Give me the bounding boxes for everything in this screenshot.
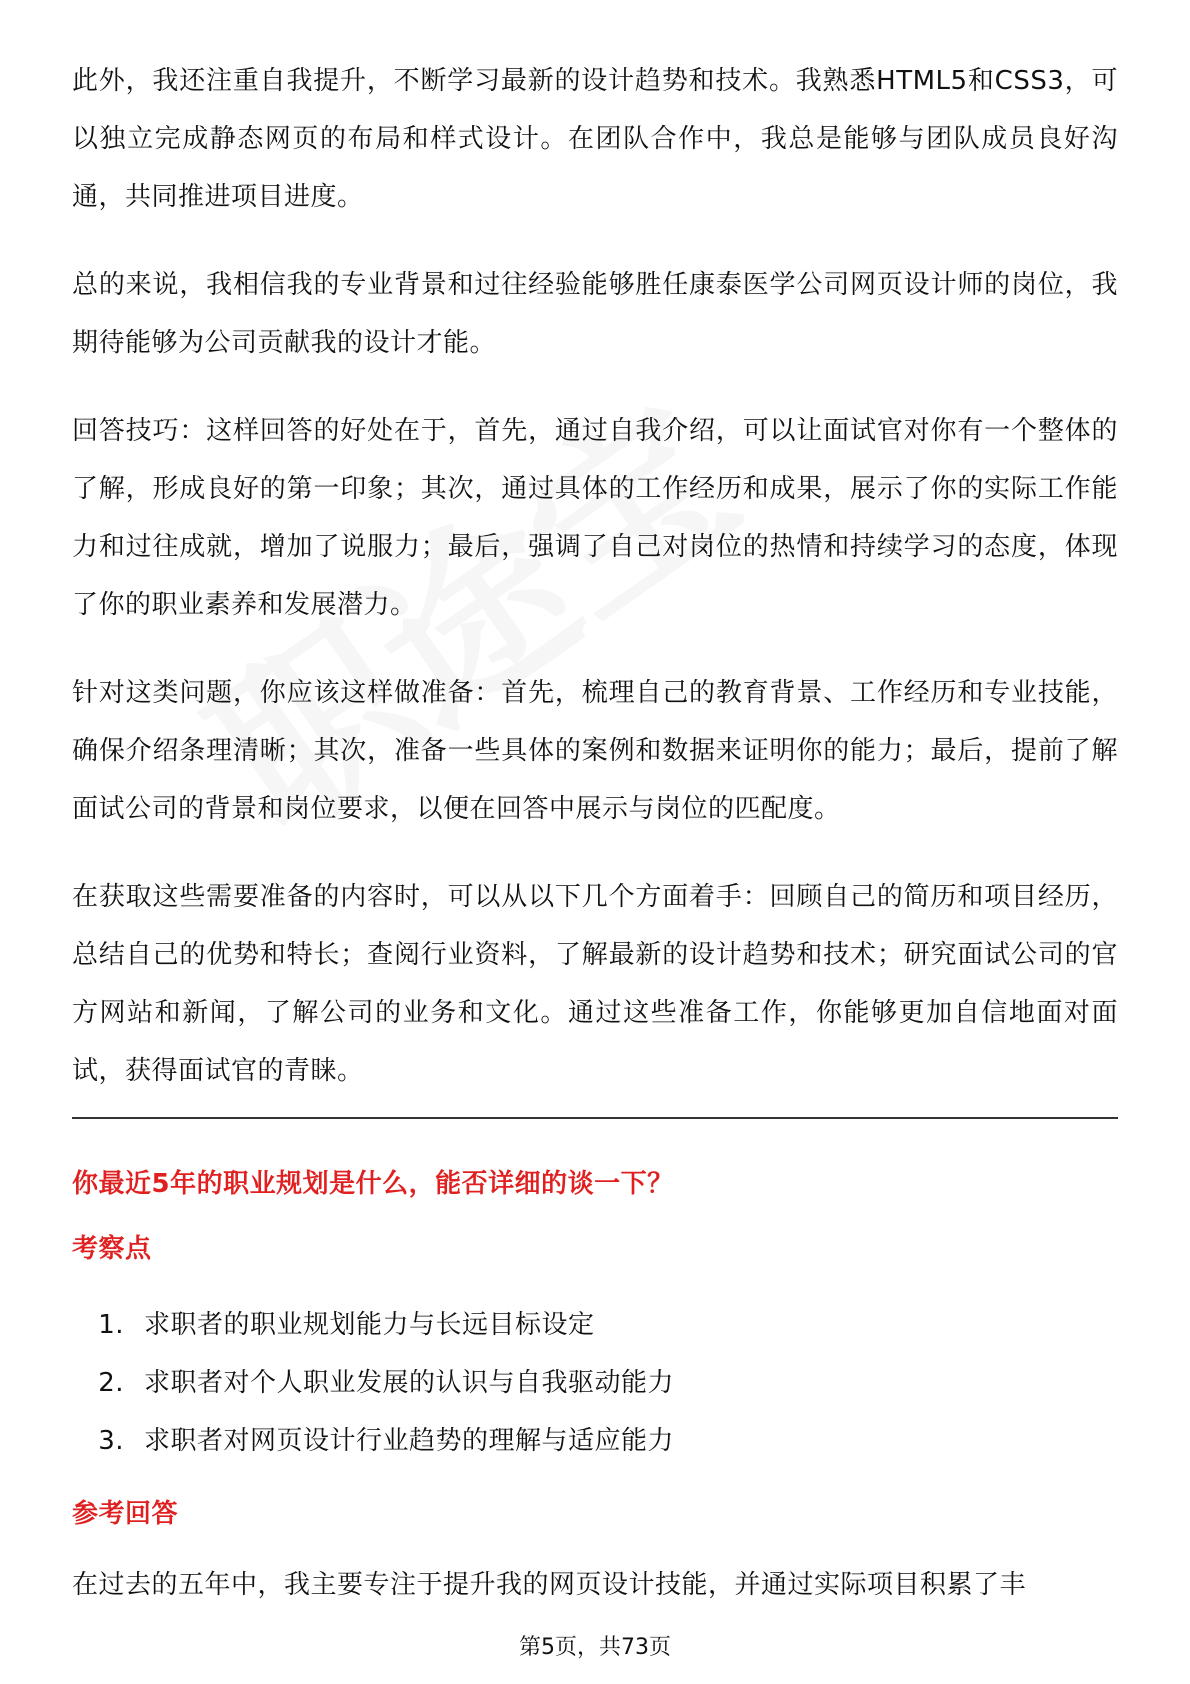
body-text <box>72 52 1118 1130</box>
answer-heading: 参考回答 <box>72 1499 179 1529</box>
paragraph: 在获取这些需要准备的内容时，可以从以下几个方面着手：回顾自己的简历和项目经历，总结自己的优势和特长；查阅行业资料，了解最新的设计趋势和技术；研究面试公司的官方网站和新闻，了解公司的业务和文化。通过这些准备工作，你能够更加自信地面对面试，获得面试官的青睐。 <box>72 882 1118 1086</box>
list-number: 3. <box>98 1426 124 1456</box>
points-heading: 考察点 <box>72 1234 152 1264</box>
list-item-text: 求职者对网页设计行业趋势的理解与适应能力 <box>144 1426 675 1456</box>
paragraph: 总的来说，我相信我的专业背景和过往经验能够胜任康泰医学公司网页设计师的岗位，我期待能够为公司贡献我的设计才能。 <box>72 270 1118 358</box>
list-number: 2. <box>98 1368 124 1398</box>
answer-paragraph: 在过去的五年中，我主要专注于提升我的网页设计技能，并通过实际项目积累了丰 <box>72 1570 1027 1600</box>
paragraph: 此外，我还注重自我提升，不断学习最新的设计趋势和技术。我熟悉HTML5和CSS3，可以独立完成静态网页的布局和样式设计。在团队合作中，我总是能够与团队成员良好沟通，共同推进项目进度。 <box>72 66 1118 212</box>
list-item-text: 求职者对个人职业发展的认识与自我驱动能力 <box>144 1368 675 1398</box>
points-list <box>72 1296 1118 1470</box>
question-title: 你最近5年的职业规划是什么，能否详细的谈一下？ <box>72 1169 674 1199</box>
list-number: 1. <box>98 1310 124 1340</box>
list-item <box>72 1354 1118 1412</box>
paragraph: 针对这类问题，你应该这样做准备：首先，梳理自己的教育背景、工作经历和专业技能，确保介绍条理清晰；其次，准备一些具体的案例和数据来证明你的能力；最后，提前了解面试公司的背景和岗位要求，以便在回答中展示与岗位的匹配度。 <box>72 678 1118 824</box>
list-item <box>72 1412 1118 1470</box>
paragraph: 回答技巧：这样回答的好处在于，首先，通过自我介绍，可以让面试官对你有一个整体的了解，形成良好的第一印象；其次，通过具体的工作经历和成果，展示了你的实际工作能力和过往成就，增加了说服力；最后，强调了自己对岗位的热情和持续学习的态度，体现了你的职业素养和发展潜力。 <box>72 416 1118 620</box>
list-item <box>72 1296 1118 1354</box>
list-item-text: 求职者的职业规划能力与长远目标设定 <box>144 1310 595 1340</box>
page-number: 第5页，共73页 <box>519 1635 671 1660</box>
section-divider <box>72 1117 1118 1119</box>
